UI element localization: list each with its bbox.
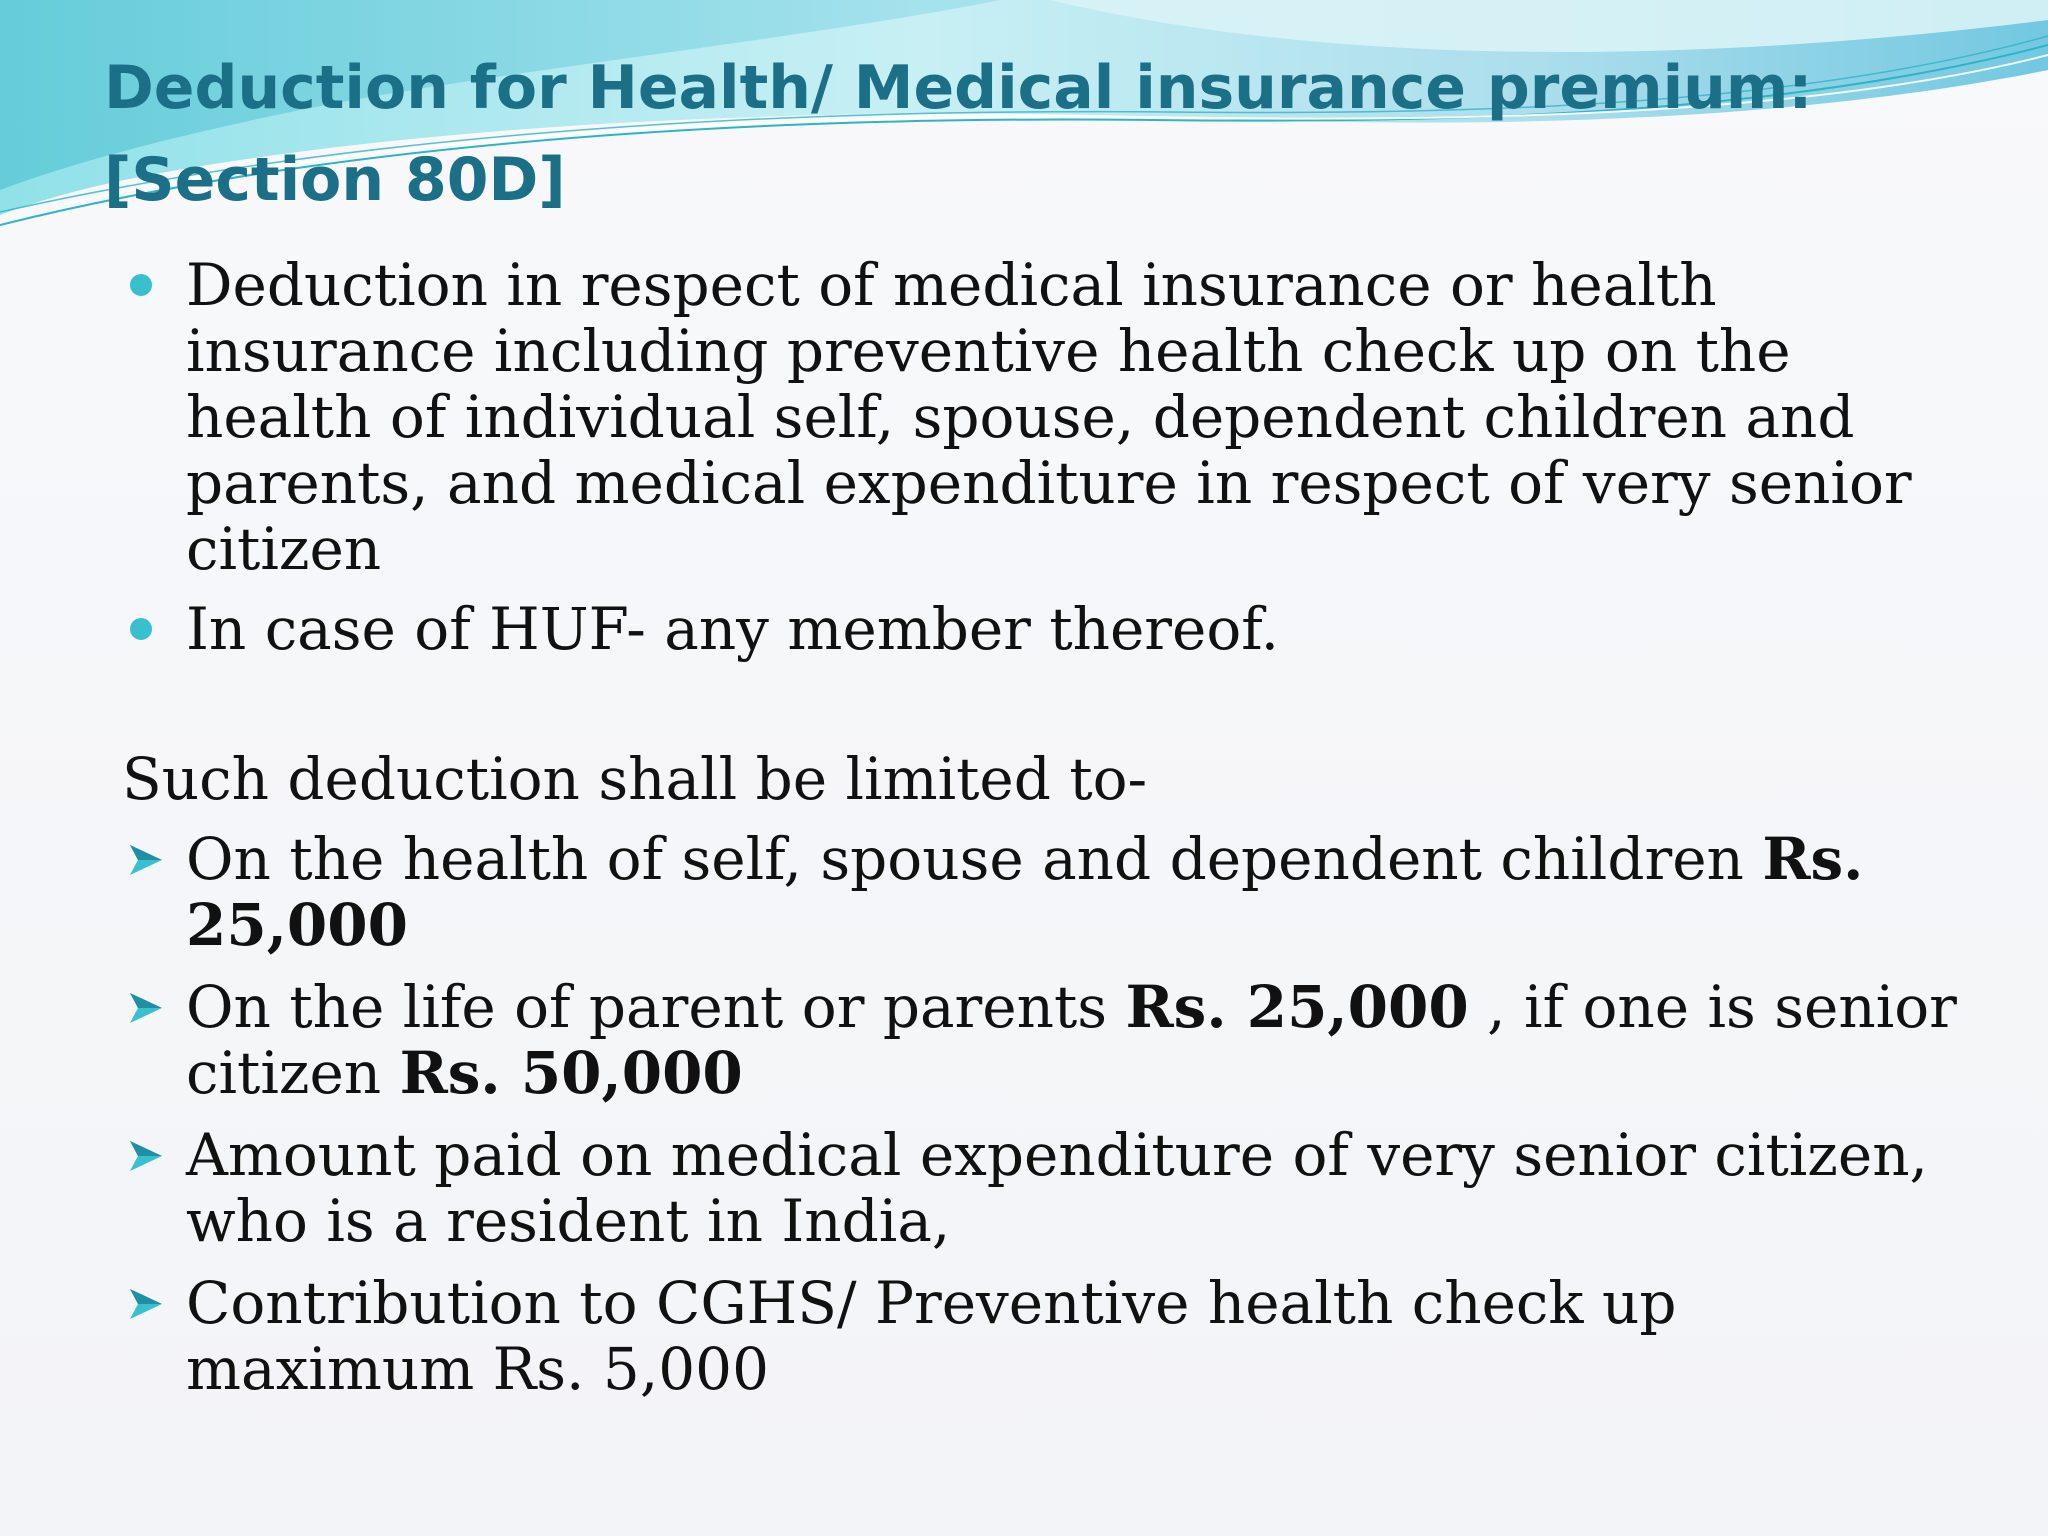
limit-text: Contribution to CGHS/ Preventive health check up maximum Rs. 5,000 bbox=[186, 1269, 1677, 1403]
arrow-bullet-icon bbox=[126, 1286, 166, 1322]
limit-amount: Rs. 25,000 bbox=[186, 825, 1864, 959]
bullet-item bbox=[122, 252, 1962, 582]
bullet-item bbox=[122, 596, 1962, 662]
limit-amount-2: Rs. 50,000 bbox=[399, 1039, 743, 1107]
limit-amount: Rs. 25,000 bbox=[1125, 973, 1469, 1041]
limit-item bbox=[122, 1270, 1962, 1402]
arrow-bullet-icon bbox=[126, 990, 166, 1026]
bullet-list bbox=[122, 252, 1962, 662]
limits-list bbox=[122, 826, 1962, 1402]
limit-text-2: , if one is senior citizen bbox=[186, 973, 1957, 1107]
limits-intro: Such deduction shall be limited to- bbox=[122, 745, 1148, 813]
bullet-text: Deduction in respect of medical insurance or health insurance including preventive health check up on the health of individual self, spouse, dependent children and parents, and medical expenditure in respect of very senior citizen bbox=[186, 251, 1912, 583]
limit-item bbox=[122, 826, 1962, 958]
slide-title bbox=[104, 42, 1964, 226]
title-line-1: Deduction for Health/ Medical insurance premium: bbox=[104, 53, 1813, 123]
title-line-2: [Section 80D] bbox=[104, 145, 566, 215]
limit-text: Amount paid on medical expenditure of very senior citizen, who is a resident in India, bbox=[186, 1121, 1928, 1255]
arrow-bullet-icon bbox=[126, 1138, 166, 1174]
limit-item bbox=[122, 974, 1962, 1106]
limit-text: On the health of self, spouse and dependent children bbox=[186, 825, 1763, 893]
limit-item bbox=[122, 1122, 1962, 1254]
bullet-dot-icon bbox=[130, 618, 152, 640]
arrow-bullet-icon bbox=[126, 842, 166, 878]
bullet-text: In case of HUF- any member thereof. bbox=[186, 595, 1280, 663]
slide-body bbox=[122, 252, 1962, 1418]
bullet-dot-icon bbox=[130, 274, 152, 296]
limit-text: On the life of parent or parents bbox=[186, 973, 1126, 1041]
